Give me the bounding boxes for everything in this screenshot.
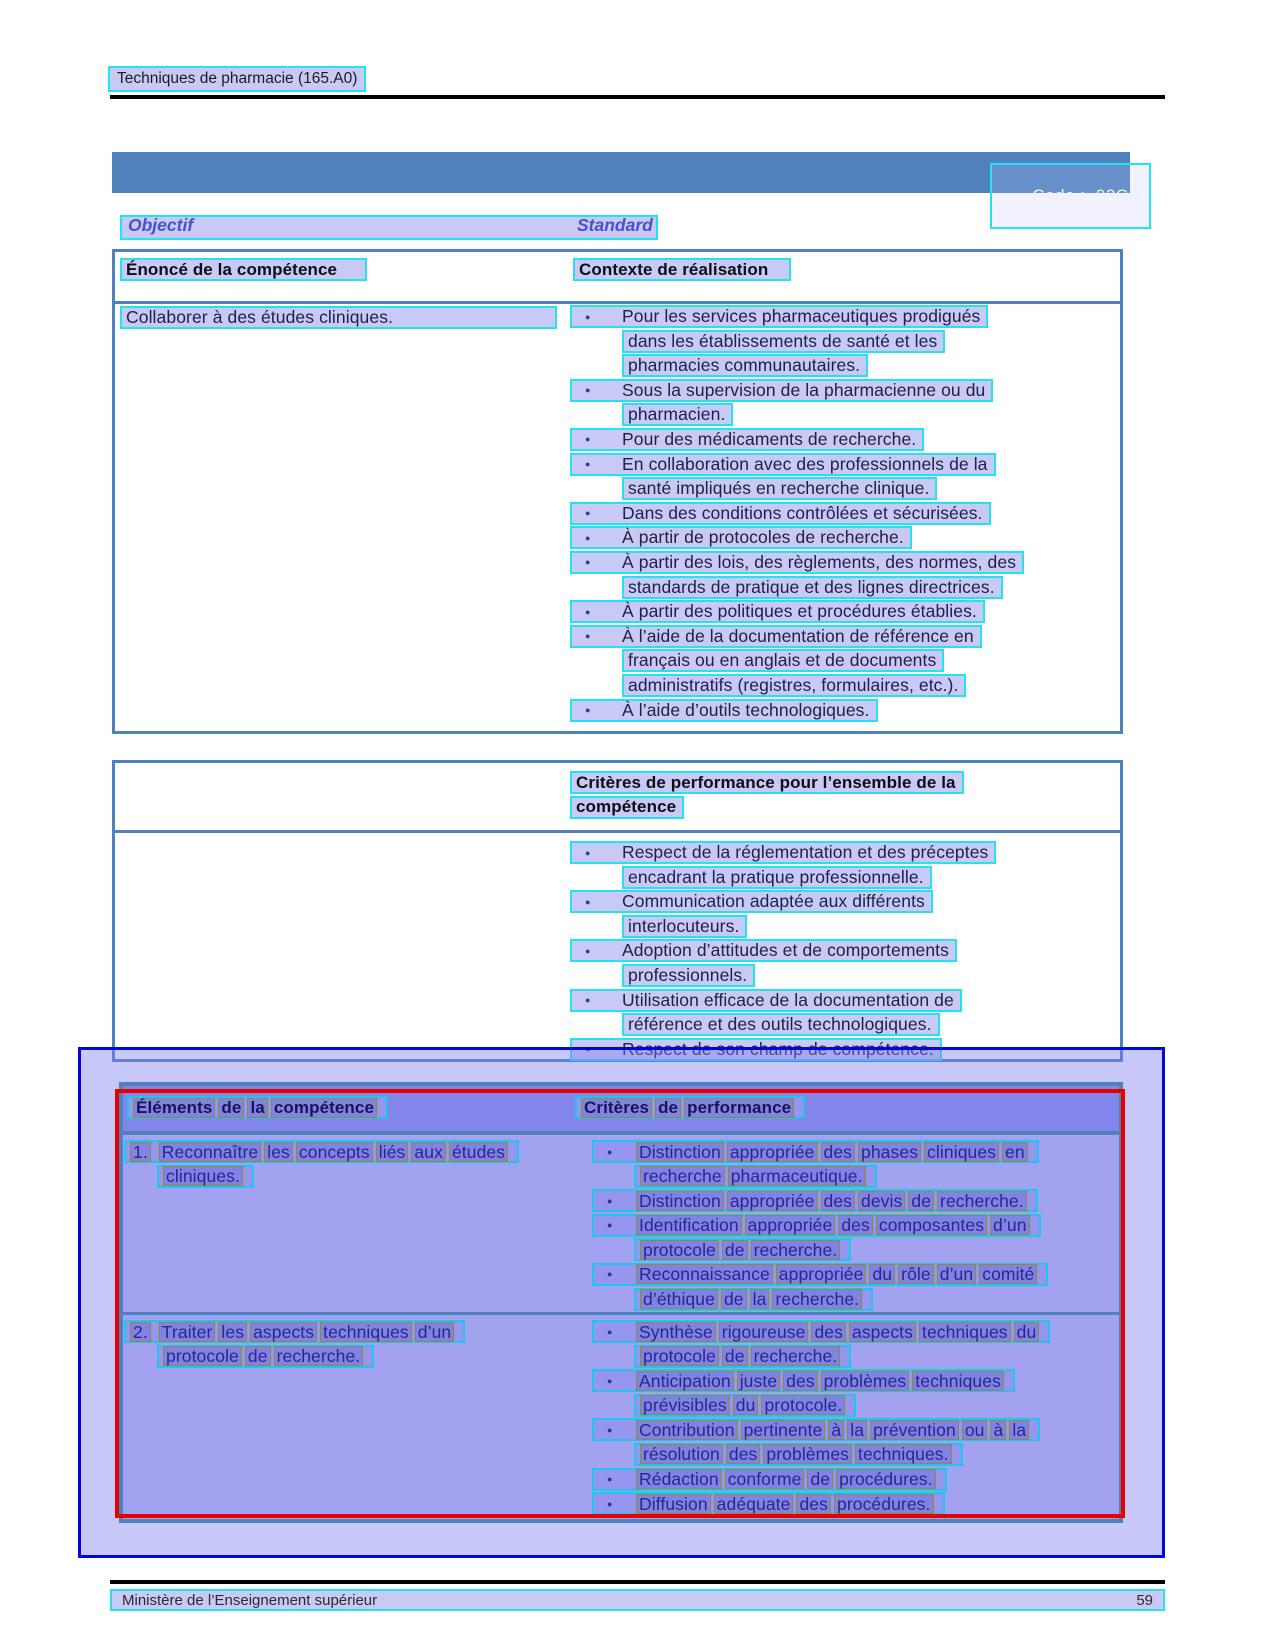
word-box: Rédaction bbox=[636, 1469, 722, 1489]
col-header-elements bbox=[127, 1096, 388, 1119]
word-box: de bbox=[722, 1346, 748, 1366]
bullet-line-box bbox=[570, 890, 933, 913]
word-box: pharmaceutique. bbox=[728, 1166, 866, 1186]
word-box: procédures. bbox=[834, 1494, 934, 1514]
bullet-continuation-box bbox=[634, 1165, 877, 1188]
element-number: 2. bbox=[130, 1322, 151, 1342]
bullet-line-box bbox=[592, 1214, 1041, 1237]
word-box: recherche. bbox=[751, 1240, 841, 1260]
word-box: Contribution bbox=[636, 1420, 738, 1440]
header-line-text bbox=[581, 1098, 797, 1118]
bullet-continuation-box bbox=[622, 330, 945, 353]
header-line-text bbox=[133, 1098, 380, 1118]
document-title: Techniques de pharmacie (165.A0) bbox=[117, 70, 358, 87]
bullet-text: Utilisation efficace de la documentation de bbox=[622, 989, 954, 1010]
bullet-text: interlocuteurs. bbox=[628, 915, 740, 936]
bullet-text: À partir des politiques et procédures établies. bbox=[622, 601, 977, 622]
bullet-text: pharmacies communautaires. bbox=[628, 355, 861, 376]
word-box: en bbox=[1002, 1142, 1028, 1162]
bullet-icon: ● bbox=[585, 705, 591, 715]
word-box: protocole. bbox=[761, 1395, 845, 1415]
word-box: de bbox=[218, 1098, 244, 1118]
bullet-text bbox=[636, 1142, 1031, 1162]
word-box: Traiter bbox=[159, 1322, 216, 1342]
bullet-text: pharmacien. bbox=[628, 404, 726, 425]
bullet-line bbox=[592, 1214, 1048, 1239]
bullet-text bbox=[640, 1289, 865, 1309]
bullet-icon: ● bbox=[585, 557, 591, 568]
word-box: techniques. bbox=[855, 1444, 952, 1464]
bullet-line bbox=[592, 1140, 1048, 1165]
element-text bbox=[130, 1142, 511, 1162]
word-box: Anticipation bbox=[636, 1371, 734, 1391]
bullet-line-box bbox=[570, 625, 982, 648]
bullet-text: standards de pratique et des lignes directrices. bbox=[628, 576, 995, 597]
word-box: recherche. bbox=[274, 1346, 364, 1366]
word-box: les bbox=[218, 1322, 247, 1342]
bullet-line bbox=[570, 939, 996, 964]
bullet-continuation-box bbox=[634, 1288, 873, 1311]
bullet-text: À l’aide d’outils technologiques. bbox=[622, 699, 870, 720]
bullet-continuation-box bbox=[622, 354, 868, 377]
element-line-box bbox=[157, 1345, 374, 1368]
col-header-contexte bbox=[573, 258, 791, 281]
word-box: résolution bbox=[640, 1444, 723, 1464]
bullet-text: Pour les services pharmaceutiques prodigués bbox=[622, 306, 981, 326]
element-line bbox=[124, 1345, 465, 1370]
word-box: compétence bbox=[271, 1098, 377, 1118]
bullet-text bbox=[640, 1166, 869, 1186]
word-box: Diffusion bbox=[636, 1494, 711, 1514]
bullet-icon: ● bbox=[607, 1424, 613, 1435]
element-2-cell bbox=[124, 1320, 465, 1369]
word-box: des bbox=[821, 1142, 856, 1162]
running-header-highlight bbox=[108, 66, 366, 92]
bullet-line-box bbox=[592, 1369, 1015, 1392]
table-elements-criteres bbox=[119, 1082, 1123, 1523]
word-box: adéquate bbox=[714, 1494, 794, 1514]
word-box: Critères bbox=[581, 1098, 652, 1118]
bullet-line-box bbox=[570, 939, 957, 962]
bullet-line-box bbox=[570, 305, 988, 328]
bullet-line bbox=[570, 625, 1024, 650]
bullet-icon: ● bbox=[607, 1375, 613, 1386]
bullet-line-box bbox=[592, 1492, 945, 1515]
bullet-icon: ● bbox=[585, 847, 591, 858]
bullet-line-box bbox=[570, 600, 985, 623]
bullet-icon: ● bbox=[607, 1269, 613, 1280]
bullet-line bbox=[570, 964, 996, 989]
word-box: Reconnaissance bbox=[636, 1264, 773, 1284]
word-box: comité bbox=[979, 1264, 1037, 1284]
bullet-continuation-box bbox=[634, 1345, 851, 1368]
bullet-line bbox=[592, 1468, 1050, 1493]
element-line bbox=[124, 1140, 519, 1165]
word-box: protocole bbox=[640, 1240, 719, 1260]
bullet-continuation-box bbox=[622, 964, 755, 987]
word-box: à bbox=[828, 1420, 844, 1440]
bullet-icon: ● bbox=[585, 606, 591, 617]
bullet-text bbox=[636, 1469, 939, 1489]
col-header-enonce-text: Énoncé de la compétence bbox=[126, 259, 338, 279]
bullet-line bbox=[570, 502, 1024, 527]
word-box: des bbox=[838, 1215, 873, 1235]
word-box: appropriée bbox=[727, 1142, 818, 1162]
bullet-line bbox=[570, 576, 1024, 601]
word-box: la bbox=[847, 1420, 867, 1440]
bullet-text: Sous la supervision de la pharmacienne ou du bbox=[622, 379, 986, 400]
bullet-line bbox=[570, 477, 1024, 502]
page-number: 59 bbox=[1136, 1591, 1153, 1609]
header-line-box bbox=[127, 1096, 388, 1119]
element-number: 1. bbox=[130, 1142, 151, 1162]
word-box: ou bbox=[962, 1420, 988, 1440]
word-box: recherche. bbox=[751, 1346, 841, 1366]
word-box: problèmes bbox=[763, 1444, 852, 1464]
bullet-continuation-box bbox=[622, 866, 932, 889]
bullet-icon: ● bbox=[585, 508, 591, 519]
word-box: de bbox=[722, 1240, 748, 1260]
bullet-text bbox=[640, 1240, 843, 1260]
header-line-box bbox=[575, 1096, 805, 1119]
bullet-line-box bbox=[570, 989, 962, 1012]
element-2-criteria-list bbox=[592, 1320, 1050, 1517]
word-box: à bbox=[990, 1420, 1006, 1440]
table3-header-separator bbox=[123, 1131, 1119, 1135]
bullet-continuation-box bbox=[634, 1238, 851, 1261]
competence-statement-text: Collaborer à des études cliniques. bbox=[126, 307, 394, 327]
element-line-box bbox=[124, 1140, 519, 1163]
contexte-bullet-list bbox=[570, 305, 1024, 723]
table3-row-separator bbox=[123, 1312, 1119, 1315]
word-box: rigoureuse bbox=[719, 1322, 809, 1342]
bullet-line-box bbox=[592, 1418, 1040, 1441]
bullet-text: En collaboration avec des professionnels de la bbox=[622, 453, 988, 474]
bullet-line bbox=[570, 305, 1024, 330]
word-box: de bbox=[807, 1469, 833, 1489]
bullet-continuation-box bbox=[622, 674, 966, 697]
element-text bbox=[163, 1166, 246, 1186]
word-box: de bbox=[908, 1191, 934, 1211]
competence-statement-box bbox=[120, 306, 557, 329]
bullet-icon: ● bbox=[585, 434, 591, 445]
bullet-line bbox=[592, 1263, 1048, 1288]
bullet-line bbox=[570, 428, 1024, 453]
bullet-line-box bbox=[592, 1320, 1050, 1343]
bullet-line bbox=[570, 674, 1024, 699]
bullet-text: administratifs (registres, formulaires, etc.). bbox=[628, 674, 959, 695]
word-box: Distinction bbox=[636, 1142, 724, 1162]
bullet-continuation-box bbox=[622, 915, 747, 938]
word-box: de bbox=[245, 1346, 271, 1366]
bullet-icon: ● bbox=[585, 532, 591, 543]
bullet-text bbox=[636, 1191, 1030, 1211]
bullet-line-box bbox=[592, 1263, 1048, 1286]
bullet-continuation-box bbox=[622, 576, 1003, 599]
bullet-text bbox=[640, 1346, 843, 1366]
bullet-text: Adoption d’attitudes et de comportements bbox=[622, 940, 949, 961]
bullet-line bbox=[570, 890, 996, 915]
bullet-line bbox=[592, 1345, 1050, 1370]
word-box: concepts bbox=[296, 1142, 373, 1162]
col-header-performance bbox=[575, 1096, 805, 1119]
bullet-continuation-box bbox=[622, 477, 937, 500]
bullet-line bbox=[570, 841, 996, 866]
word-box: juste bbox=[737, 1371, 780, 1391]
bullet-line-box bbox=[570, 699, 878, 722]
bullet-icon: ● bbox=[585, 1044, 591, 1055]
bullet-text: français ou en anglais et de documents bbox=[628, 650, 937, 671]
bullet-icon: ● bbox=[607, 1195, 613, 1206]
element-line-box bbox=[157, 1165, 254, 1188]
word-box: prévisibles bbox=[640, 1395, 730, 1415]
bullet-text bbox=[636, 1215, 1033, 1235]
element-text bbox=[130, 1322, 457, 1342]
bullet-line-box bbox=[570, 551, 1024, 574]
bullet-line bbox=[592, 1418, 1050, 1443]
bullet-line-box bbox=[592, 1189, 1038, 1212]
element-1-cell bbox=[124, 1140, 519, 1189]
word-box: d’éthique bbox=[640, 1289, 718, 1309]
bullet-line bbox=[570, 1013, 996, 1038]
word-box: Distinction bbox=[636, 1191, 724, 1211]
bullet-icon: ● bbox=[585, 995, 591, 1006]
bullet-line bbox=[570, 915, 996, 940]
word-box: des bbox=[821, 1191, 856, 1211]
bullet-text: À partir des lois, des règlements, des normes, des bbox=[622, 551, 1017, 572]
bullet-icon: ● bbox=[585, 945, 591, 956]
bullet-continuation-box bbox=[634, 1394, 856, 1417]
bullet-icon: ● bbox=[607, 1220, 613, 1231]
word-box: prévention bbox=[870, 1420, 959, 1440]
bullet-text: Respect de la réglementation et des préceptes bbox=[622, 842, 989, 862]
code-banner bbox=[112, 152, 1141, 205]
word-box: du bbox=[733, 1395, 759, 1415]
word-box: devis bbox=[858, 1191, 905, 1211]
bullet-line bbox=[570, 526, 1024, 551]
bullet-icon: ● bbox=[585, 631, 591, 642]
bullet-line-box bbox=[570, 453, 996, 476]
word-box: études bbox=[449, 1142, 508, 1162]
code-box-highlight bbox=[990, 163, 1151, 229]
bullet-icon: ● bbox=[607, 1498, 613, 1509]
word-box: conforme bbox=[725, 1469, 805, 1489]
bullet-line bbox=[592, 1189, 1048, 1214]
bullet-text: Communication adaptée aux différents bbox=[622, 891, 925, 912]
word-box: d’un bbox=[415, 1322, 455, 1342]
footer-rule bbox=[110, 1580, 1165, 1584]
word-box: phases bbox=[858, 1142, 921, 1162]
word-box: d’un bbox=[937, 1264, 977, 1284]
header-rule bbox=[110, 95, 1165, 99]
bullet-line-box bbox=[570, 526, 912, 549]
word-box: recherche. bbox=[772, 1289, 862, 1309]
bullet-line bbox=[592, 1288, 1048, 1313]
element-text bbox=[163, 1346, 366, 1366]
col-header-contexte-text: Contexte de réalisation bbox=[579, 259, 769, 279]
bullet-line bbox=[570, 330, 1024, 355]
table1-header-separator bbox=[115, 301, 1120, 304]
word-box: techniques bbox=[919, 1322, 1011, 1342]
bullet-text: professionnels. bbox=[628, 964, 748, 985]
word-box: Synthèse bbox=[636, 1322, 716, 1342]
bullet-icon: ● bbox=[585, 896, 591, 907]
word-box: procédures. bbox=[836, 1469, 936, 1489]
bullet-line bbox=[570, 649, 1024, 674]
word-box: de bbox=[721, 1289, 747, 1309]
bullet-text: Respect de son champ de compétence. bbox=[622, 1038, 934, 1059]
element-1-criteria-list bbox=[592, 1140, 1048, 1312]
bullet-line-box bbox=[570, 841, 996, 864]
table2-header-separator bbox=[115, 830, 1120, 833]
bullet-line bbox=[570, 699, 1024, 724]
word-box: la bbox=[247, 1098, 267, 1118]
word-box: techniques bbox=[320, 1322, 412, 1342]
word-box: du bbox=[869, 1264, 895, 1284]
word-box: la bbox=[1009, 1420, 1029, 1440]
bullet-line-box bbox=[592, 1468, 947, 1491]
criteres-ensemble-bullet-list bbox=[570, 841, 996, 1062]
word-box: protocole bbox=[640, 1346, 719, 1366]
bullet-text bbox=[636, 1371, 1007, 1391]
word-box: d’un bbox=[990, 1215, 1030, 1235]
bullet-text: santé impliqués en recherche clinique. bbox=[628, 478, 930, 499]
bullet-continuation-box bbox=[634, 1443, 963, 1466]
word-box: aspects bbox=[849, 1322, 916, 1342]
table-enonce-contexte bbox=[112, 249, 1123, 734]
word-box: techniques bbox=[912, 1371, 1004, 1391]
bullet-line bbox=[592, 1320, 1050, 1345]
bullet-line-box bbox=[570, 379, 993, 402]
word-box: cliniques. bbox=[163, 1166, 243, 1186]
bullet-text bbox=[640, 1444, 955, 1464]
bullet-icon: ● bbox=[585, 311, 591, 322]
word-box: aux bbox=[411, 1142, 446, 1162]
bullet-line-box bbox=[592, 1140, 1039, 1163]
bullet-line bbox=[570, 866, 996, 891]
bullet-line bbox=[570, 403, 1024, 428]
word-box: appropriée bbox=[727, 1191, 818, 1211]
element-line-box bbox=[124, 1320, 465, 1343]
word-box: Reconnaître bbox=[159, 1142, 261, 1162]
standard-label: Standard bbox=[577, 215, 653, 235]
bullet-continuation-box bbox=[622, 649, 944, 672]
bullet-line bbox=[570, 600, 1024, 625]
word-box: cliniques bbox=[924, 1142, 999, 1162]
bullet-icon: ● bbox=[607, 1326, 613, 1337]
bullet-text bbox=[636, 1264, 1040, 1284]
bullet-text: Dans des conditions contrôlées et sécurisées. bbox=[622, 502, 983, 523]
word-box: du bbox=[1014, 1322, 1040, 1342]
word-box: la bbox=[750, 1289, 770, 1309]
bullet-icon: ● bbox=[607, 1146, 613, 1157]
word-box: Identification bbox=[636, 1215, 742, 1235]
word-box: des bbox=[726, 1444, 761, 1464]
word-box: performance bbox=[684, 1098, 794, 1118]
bullet-line bbox=[592, 1369, 1050, 1394]
criteres-ensemble-line2: compétence bbox=[576, 797, 677, 817]
bullet-line bbox=[570, 551, 1024, 576]
word-box: appropriée bbox=[745, 1215, 836, 1235]
word-box: Éléments bbox=[133, 1098, 215, 1118]
bullet-text bbox=[640, 1395, 848, 1415]
code-label: Code : 02CB bbox=[1032, 186, 1141, 205]
bullet-text: référence et des outils technologiques. bbox=[628, 1014, 932, 1035]
word-box: recherche bbox=[640, 1166, 725, 1186]
bullet-line bbox=[570, 354, 1024, 379]
bullet-text: dans les établissements de santé et les bbox=[628, 330, 938, 351]
bullet-text: À partir de protocoles de recherche. bbox=[622, 527, 904, 548]
bullet-line bbox=[592, 1394, 1050, 1419]
col-header-enonce bbox=[120, 258, 367, 281]
bullet-text bbox=[636, 1494, 937, 1514]
col-header-criteres-ensemble bbox=[570, 771, 964, 820]
bullet-text: Pour des médicaments de recherche. bbox=[622, 428, 917, 449]
word-box: protocole bbox=[163, 1346, 242, 1366]
footer-ministry: Ministère de l’Enseignement supérieur bbox=[122, 1591, 378, 1609]
word-box: liés bbox=[376, 1142, 409, 1162]
bullet-icon: ● bbox=[585, 385, 591, 396]
word-box: des bbox=[783, 1371, 818, 1391]
objectif-standard-band bbox=[120, 215, 658, 240]
bullet-line bbox=[570, 379, 1024, 404]
bullet-line bbox=[592, 1165, 1048, 1190]
bullet-line bbox=[592, 1492, 1050, 1517]
element-line bbox=[124, 1165, 519, 1190]
bullet-text bbox=[636, 1322, 1042, 1342]
bullet-icon: ● bbox=[585, 459, 591, 470]
word-box: les bbox=[264, 1142, 293, 1162]
word-box: de bbox=[655, 1098, 681, 1118]
bullet-line-box bbox=[570, 428, 924, 451]
bullet-continuation-box bbox=[622, 403, 733, 426]
bullet-continuation-box bbox=[622, 1013, 940, 1036]
table-criteres-ensemble bbox=[112, 760, 1123, 1062]
bullet-line-box bbox=[570, 502, 991, 525]
word-box: des bbox=[811, 1322, 846, 1342]
element-line bbox=[124, 1320, 465, 1345]
word-box: des bbox=[796, 1494, 831, 1514]
criteres-ensemble-line1: Critères de performance pour l’ensemble de la bbox=[576, 772, 956, 792]
word-box: rôle bbox=[898, 1264, 934, 1284]
bullet-text bbox=[636, 1420, 1032, 1440]
bullet-text: À l’aide de la documentation de référence en bbox=[622, 625, 974, 646]
bullet-line bbox=[570, 453, 1024, 478]
bullet-text: encadrant la pratique professionnelle. bbox=[628, 866, 924, 887]
word-box: recherche. bbox=[937, 1191, 1027, 1211]
footer-band bbox=[110, 1589, 1165, 1611]
bullet-icon: ● bbox=[607, 1474, 613, 1485]
bullet-line bbox=[592, 1238, 1048, 1263]
word-box: pertinente bbox=[741, 1420, 826, 1440]
objectif-label: Objectif bbox=[128, 215, 194, 235]
word-box: appropriée bbox=[776, 1264, 867, 1284]
bullet-line bbox=[592, 1443, 1050, 1468]
word-box: composantes bbox=[876, 1215, 987, 1235]
word-box: problèmes bbox=[821, 1371, 910, 1391]
word-box: aspects bbox=[250, 1322, 317, 1342]
bullet-line bbox=[570, 989, 996, 1014]
